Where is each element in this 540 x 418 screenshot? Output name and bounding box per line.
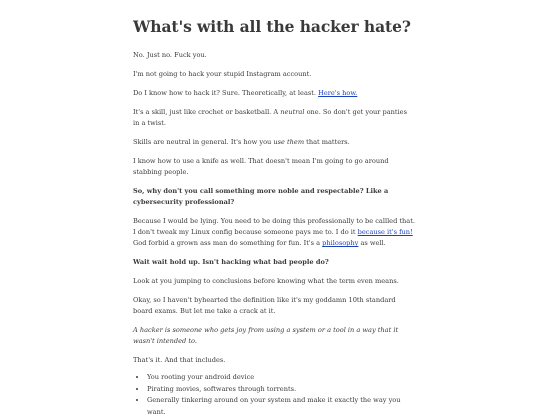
paragraph-1: No. Just no. Fuck you. xyxy=(133,51,207,59)
paragraph-8: Look at you jumping to conclusions before knowing what the term even means. xyxy=(133,277,399,285)
paragraph-11: That's it. And that includes. xyxy=(133,356,226,364)
paragraph-7-text-c: as well. xyxy=(358,239,386,247)
question-heading-2: Wait wait hold up. Isn't hacking what bad people do? xyxy=(133,258,329,266)
because-its-fun-link[interactable]: because it's fun! xyxy=(357,228,413,236)
paragraph-4-text-b: one. So don't get your panties in a twist. xyxy=(133,108,407,127)
article xyxy=(133,0,415,418)
paragraph-9: Okay, so I haven't byhearted the definition like it's my goddamn 10th standard board exams. But let me take a crack at it. xyxy=(133,296,396,315)
list-item: • You rooting your android device xyxy=(147,372,415,384)
list-item: • Pirating movies, softwares through torrents. xyxy=(147,384,415,396)
philosophy-link[interactable]: philosophy xyxy=(322,239,359,247)
paragraph-5-text-b: that matters. xyxy=(304,138,350,146)
paragraph-4 xyxy=(133,107,415,129)
heres-how-link[interactable]: Here's how. xyxy=(318,89,358,97)
use-them-emphasis: use them xyxy=(273,138,305,146)
paragraph-2: I'm not going to hack your stupid Instagram account. xyxy=(133,70,312,78)
paragraph-3-text: Do I know how to hack it? Sure. Theoretically, at least. xyxy=(133,89,319,97)
paragraph-5 xyxy=(133,137,415,148)
examples-list xyxy=(133,372,415,418)
page-title: What's with all the hacker hate? xyxy=(133,17,411,36)
paragraph-4-text-a: It's a skill, just like crochet or basketball. A xyxy=(133,108,281,116)
neutral-emphasis: neutral xyxy=(280,108,305,116)
paragraph-7-text-a: Because I would be lying. You need to be doing this professionally to be callled that. I don't tweak my Linux config because someone pays me to. I do it xyxy=(133,217,415,236)
list-item: • Generally tinkering around on your system and make it exactly the way you want. xyxy=(147,395,415,418)
question-heading-1: So, why don't you call something more noble and respectable? Like a cybersecurity professional? xyxy=(133,187,389,206)
paragraph-7-text-b: God forbid a grown ass man do something for fun. It's a xyxy=(133,239,323,247)
paragraph-7 xyxy=(133,216,415,249)
paragraph-3 xyxy=(133,88,415,99)
paragraph-5-text-a: Skills are neutral in general. It's how you xyxy=(133,138,274,146)
paragraph-6: I know how to use a knife as well. That doesn't mean I'm going to go around stabbing people. xyxy=(133,157,389,176)
hacker-definition: A hacker is someone who gets joy from using a system or a tool in a way that it wasn't intended to. xyxy=(133,326,399,345)
